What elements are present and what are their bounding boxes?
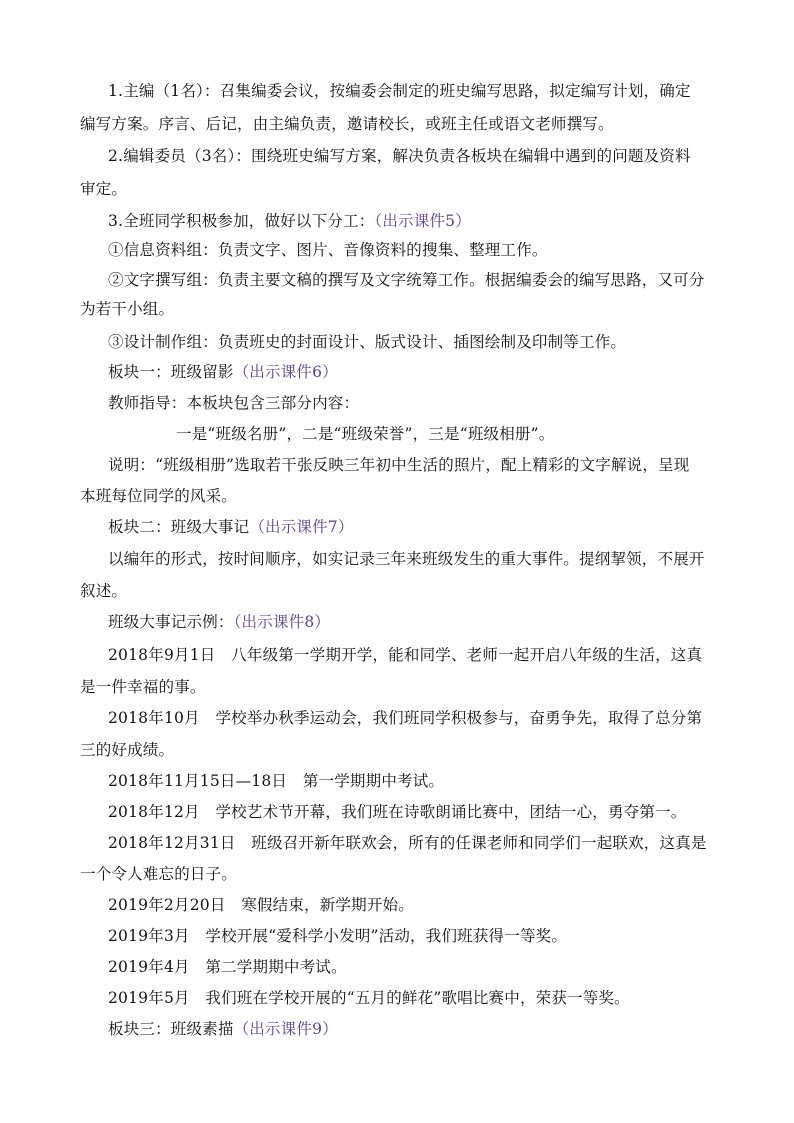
- event-entry: [108, 801, 686, 823]
- line-text: 2018年12月 学校艺术节开幕，我们班在诗歌朗诵比赛中，团结一心，勇夺第一。: [108, 803, 687, 821]
- courseware-reference: （出示课件9）: [233, 1020, 338, 1038]
- text-line: [108, 80, 691, 102]
- text-line: [108, 331, 626, 353]
- text-line: [108, 611, 330, 633]
- line-text: 板块二：班级大事记: [108, 518, 250, 536]
- text-line: [108, 392, 359, 414]
- text-line: [80, 298, 174, 320]
- line-text: 本班每位同学的风采。: [80, 487, 238, 505]
- line-text: 班级大事记示例：: [108, 613, 234, 631]
- line-text: 2019年4月 第二学期期中考试。: [108, 958, 347, 976]
- courseware-reference: （出示课件7）: [249, 518, 354, 536]
- courseware-reference: （出示课件6）: [233, 363, 338, 381]
- courseware-reference: （出示课件8）: [233, 613, 331, 631]
- event-entry: [108, 707, 702, 729]
- event-entry-continuation: [80, 863, 237, 885]
- section-heading: [108, 1018, 338, 1040]
- line-text: 编写方案。序言、后记，由主编负责，邀请校长，或班主任或语文老师撰写。: [80, 115, 614, 133]
- line-text: 以编年的形式，按时间顺序，如实记录三年来班级发生的重大事件。提纲挈领，不展开: [108, 550, 705, 568]
- event-entry: [108, 894, 414, 916]
- text-line: [108, 269, 705, 291]
- text-line: [80, 580, 127, 602]
- line-text: 一是“班级名册”，二是“班级荣誉”，三是“班级相册”。: [176, 425, 555, 443]
- line-text: 为若干小组。: [80, 300, 175, 318]
- text-line: [108, 454, 689, 476]
- line-text: 是一件幸福的事。: [80, 678, 206, 696]
- line-text: 2018年11月15日—18日 第一学期期中考试。: [108, 772, 445, 790]
- event-entry: [108, 987, 630, 1009]
- section-heading: [108, 516, 354, 538]
- event-entry: [108, 925, 567, 947]
- text-line: [80, 485, 237, 507]
- line-text: 三的好成绩。: [80, 741, 175, 759]
- event-entry-continuation: [80, 676, 206, 698]
- line-text: 2018年9月1日 八年级第一学期开学，能和同学、老师一起开启八年级的生活，这真: [108, 646, 703, 664]
- line-text: 板块一：班级留影: [108, 363, 234, 381]
- text-line: [80, 178, 127, 200]
- text-line: [108, 548, 705, 570]
- event-entry: [108, 832, 707, 854]
- text-line: [108, 239, 548, 261]
- line-text: ①信息资料组：负责文字、图片、音像资料的搜集、整理工作。: [108, 241, 548, 259]
- line-text: 一个令人难忘的日子。: [80, 865, 238, 883]
- line-text: ③设计制作组：负责班史的封面设计、版式设计、插图绘制及印制等工作。: [108, 333, 627, 351]
- text-line: [80, 113, 614, 135]
- line-text: 叙述。: [80, 582, 128, 600]
- line-text: 2018年12月31日 班级召开新年联欢会，所有的任课老师和同学们一起联欢，这真是: [108, 834, 707, 852]
- event-entry: [108, 644, 702, 666]
- line-text: 教师指导：本板块包含三部分内容：: [108, 394, 360, 412]
- line-text: ②文字撰写组：负责主要文稿的撰写及文字统筹工作。根据编委会的编写思路，又可分: [108, 271, 705, 289]
- line-text: 2018年10月 学校举办秋季运动会，我们班同学积极参与，奋勇争先，取得了总分第: [108, 709, 703, 727]
- line-text: 板块三：班级素描: [108, 1020, 234, 1038]
- line-text: 审定。: [80, 180, 128, 198]
- courseware-reference: （出示课件5）: [374, 212, 471, 230]
- line-text: 2019年5月 我们班在学校开展的“五月的鲜花”歌唱比赛中，荣获一等奖。: [108, 989, 630, 1007]
- event-entry-continuation: [80, 739, 174, 761]
- text-line: [108, 210, 471, 232]
- line-text: 1.主编（1名）：召集编委会议，按编委会制定的班史编写思路，拟定编写计划，确定: [108, 82, 691, 100]
- line-text: 2019年3月 学校开展“爱科学小发明”活动，我们班获得一等奖。: [108, 927, 568, 945]
- event-entry: [108, 956, 347, 978]
- line-text: 3.全班同学积极参加，做好以下分工：: [108, 212, 375, 230]
- line-text: 2.编辑委员（3名）：围绕班史编写方案，解决负责各板块在编辑中遇到的问题及资料: [108, 147, 691, 165]
- event-entry: [108, 770, 444, 792]
- text-line: [176, 423, 554, 445]
- line-text: 2019年2月20日 寒假结束，新学期开始。: [108, 896, 414, 914]
- line-text: 说明：“班级相册”选取若干张反映三年初中生活的照片，配上精彩的文字解说，呈现: [108, 456, 690, 474]
- section-heading: [108, 361, 338, 383]
- text-line: [108, 145, 691, 167]
